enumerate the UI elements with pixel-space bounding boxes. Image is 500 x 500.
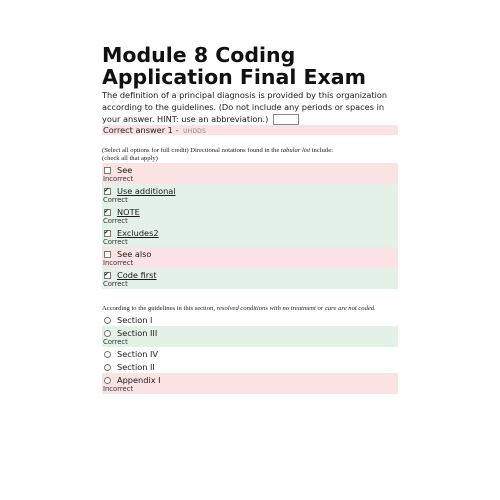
option-label[interactable]: See: [117, 165, 133, 175]
page-title: [102, 44, 398, 88]
option-row: [103, 165, 398, 175]
question-1: [102, 89, 398, 125]
correct-answer-separator: -: [175, 125, 179, 135]
option-row: [103, 186, 398, 196]
correct-answer-value: UHDDS: [183, 128, 207, 135]
option-label[interactable]: Appendix I: [117, 375, 161, 385]
option-status: Incorrect: [103, 175, 134, 183]
option-status: Correct: [103, 217, 128, 225]
radio-button[interactable]: [104, 317, 111, 324]
option-status: Correct: [103, 196, 128, 204]
question-2-italic: tabular list: [280, 147, 311, 154]
question-3: [102, 305, 398, 313]
checked-checkbox[interactable]: [104, 230, 111, 237]
radio-button[interactable]: [104, 330, 111, 337]
question-3-options: [102, 313, 398, 394]
checked-checkbox[interactable]: [104, 272, 111, 279]
question-2-subtext: (check all that apply): [102, 155, 158, 162]
radio-button[interactable]: [104, 377, 111, 384]
option-row: [103, 349, 398, 359]
option-status: Correct: [103, 280, 128, 288]
radio-button[interactable]: [104, 364, 111, 371]
option-status: Incorrect: [103, 259, 134, 267]
option-item: [102, 360, 398, 373]
question-2-prefix: (Select all options for full credit) Directional notations found in the: [102, 147, 280, 154]
question-1-text: The definition of a principal diagnosis is provided by this organization according to the guidelines. (Do not include any periods or spaces in your answer. HINT: use an abbreviation.): [102, 90, 388, 124]
option-item: [102, 268, 398, 289]
correct-answer-row: [102, 125, 398, 135]
option-item: [102, 313, 398, 326]
checked-checkbox[interactable]: [104, 188, 111, 195]
answer-input[interactable]: [273, 114, 299, 125]
option-label[interactable]: Section I: [117, 315, 153, 325]
option-label[interactable]: Section IV: [117, 349, 159, 359]
checked-checkbox[interactable]: [104, 209, 111, 216]
option-label[interactable]: Excludes2: [117, 228, 159, 238]
option-item: [102, 163, 398, 184]
option-status: Correct: [103, 238, 128, 246]
question-3-prefix: According to the guidelines in this section,: [102, 305, 215, 312]
option-status: Incorrect: [103, 385, 134, 393]
option-item: [102, 184, 398, 205]
option-status: Correct: [103, 338, 128, 346]
option-row: [103, 375, 398, 385]
title-line-1: Module 8 Coding: [102, 43, 296, 67]
option-row: [103, 207, 398, 217]
question-2-suffix: include:: [311, 147, 333, 154]
option-row: [103, 270, 398, 280]
option-item: [102, 347, 398, 360]
option-label[interactable]: Code first: [117, 270, 157, 280]
option-row: [103, 315, 398, 325]
option-row: [103, 249, 398, 259]
option-item: [102, 205, 398, 226]
question-3-italic: resolved conditions with no treatment or care are not coded.: [216, 305, 376, 312]
question-2: [102, 147, 398, 163]
option-label[interactable]: See also: [117, 249, 152, 259]
radio-button[interactable]: [104, 351, 111, 358]
option-label[interactable]: Section II: [117, 362, 155, 372]
option-row: [103, 328, 398, 338]
option-label[interactable]: Section III: [117, 328, 158, 338]
option-item: [102, 226, 398, 247]
option-item: [102, 373, 398, 394]
title-line-2: Application Final Exam: [102, 65, 366, 89]
question-2-options: [102, 163, 398, 289]
option-row: [103, 228, 398, 238]
option-item: [102, 326, 398, 347]
option-item: [102, 247, 398, 268]
option-row: [103, 362, 398, 372]
option-label[interactable]: Use additional: [117, 186, 176, 196]
correct-answer-label: Correct answer 1: [103, 125, 173, 135]
checkbox[interactable]: [104, 251, 111, 258]
option-label[interactable]: NOTE: [117, 207, 140, 217]
checkbox[interactable]: [104, 167, 111, 174]
exam-page: [102, 44, 398, 394]
